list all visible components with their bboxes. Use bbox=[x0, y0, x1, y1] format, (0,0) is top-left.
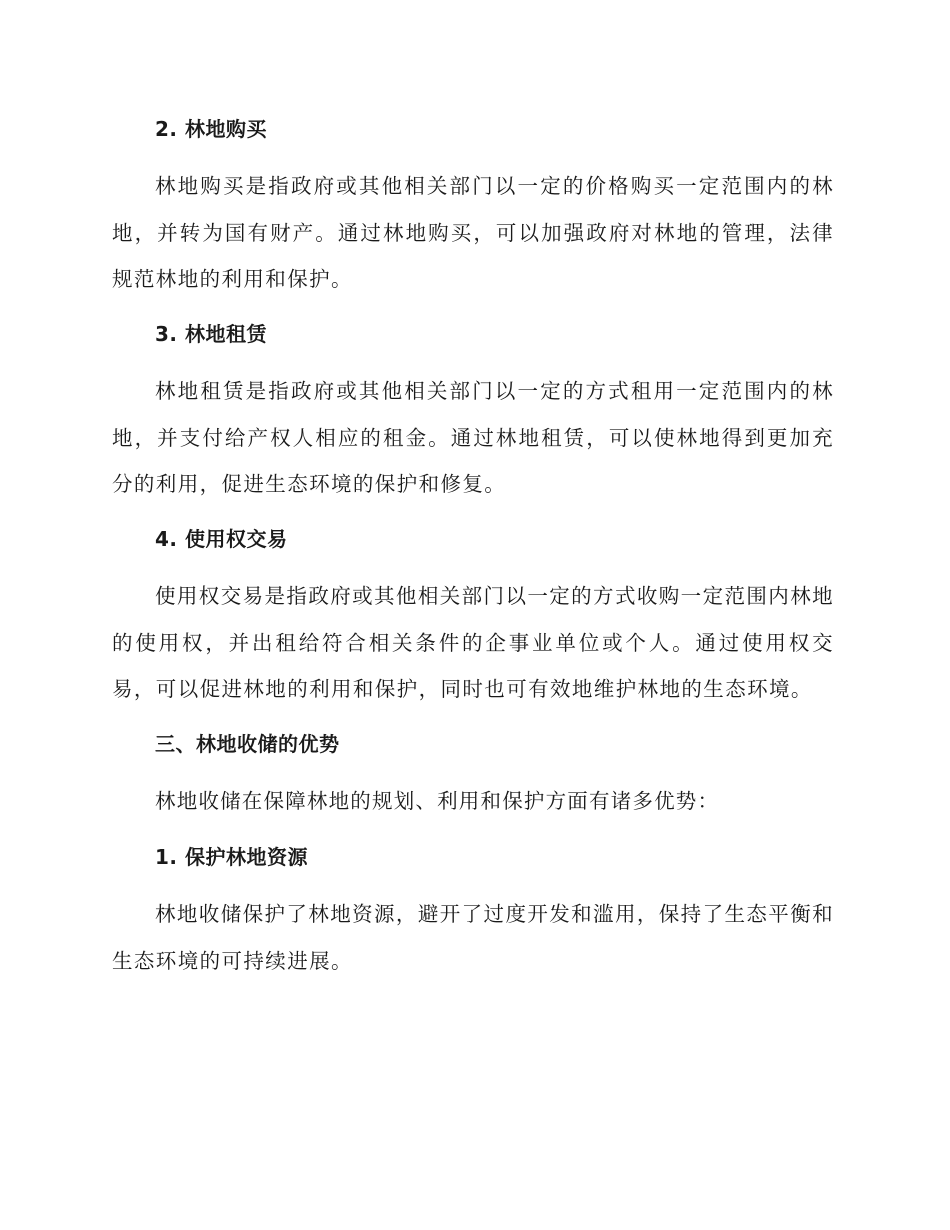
paragraph-text: 林地收储保护了林地资源，避开了过度开发和滥用，保持了生态平衡和生态环境的可持续进展。 bbox=[112, 902, 834, 973]
section-heading-lease bbox=[112, 321, 834, 347]
paragraph-text: 使用权交易是指政府或其他相关部门以一定的方式收购一定范围内林地的使用权，并出租给符合相关条件的企事业单位或个人。通过使用权交易，可以促进林地的利用和保护，同时也可有效地维护林地的生态环境。 bbox=[112, 584, 834, 701]
paragraph-text: 林地购买是指政府或其他相关部门以一定的价格购买一定范围内的林地，并转为国有财产。通过林地购买，可以加强政府对林地的管理，法律规范林地的利用和保护。 bbox=[112, 174, 834, 291]
heading-text: 三、林地收储的优势 bbox=[155, 732, 340, 756]
section-heading-purchase bbox=[112, 116, 834, 142]
paragraph-purchase bbox=[112, 163, 834, 303]
heading-text: 1. 保护林地资源 bbox=[155, 845, 308, 869]
section-heading-protect bbox=[112, 844, 834, 870]
section-heading-advantages bbox=[112, 731, 834, 757]
paragraph-protect bbox=[112, 891, 834, 984]
section-heading-trade bbox=[112, 526, 834, 552]
paragraph-lease bbox=[112, 368, 834, 508]
heading-text: 2. 林地购买 bbox=[155, 117, 267, 141]
paragraph-text: 林地租赁是指政府或其他相关部门以一定的方式租用一定范围内的林地，并支付给产权人相应的租金。通过林地租赁，可以使林地得到更加充分的利用，促进生态环境的保护和修复。 bbox=[112, 379, 834, 496]
paragraph-trade bbox=[112, 573, 834, 713]
heading-text: 4. 使用权交易 bbox=[155, 527, 288, 551]
paragraph-text: 林地收储在保障林地的规划、利用和保护方面有诸多优势： bbox=[155, 789, 720, 813]
heading-text: 3. 林地租赁 bbox=[155, 322, 267, 346]
paragraph-advantages-intro bbox=[112, 778, 834, 825]
